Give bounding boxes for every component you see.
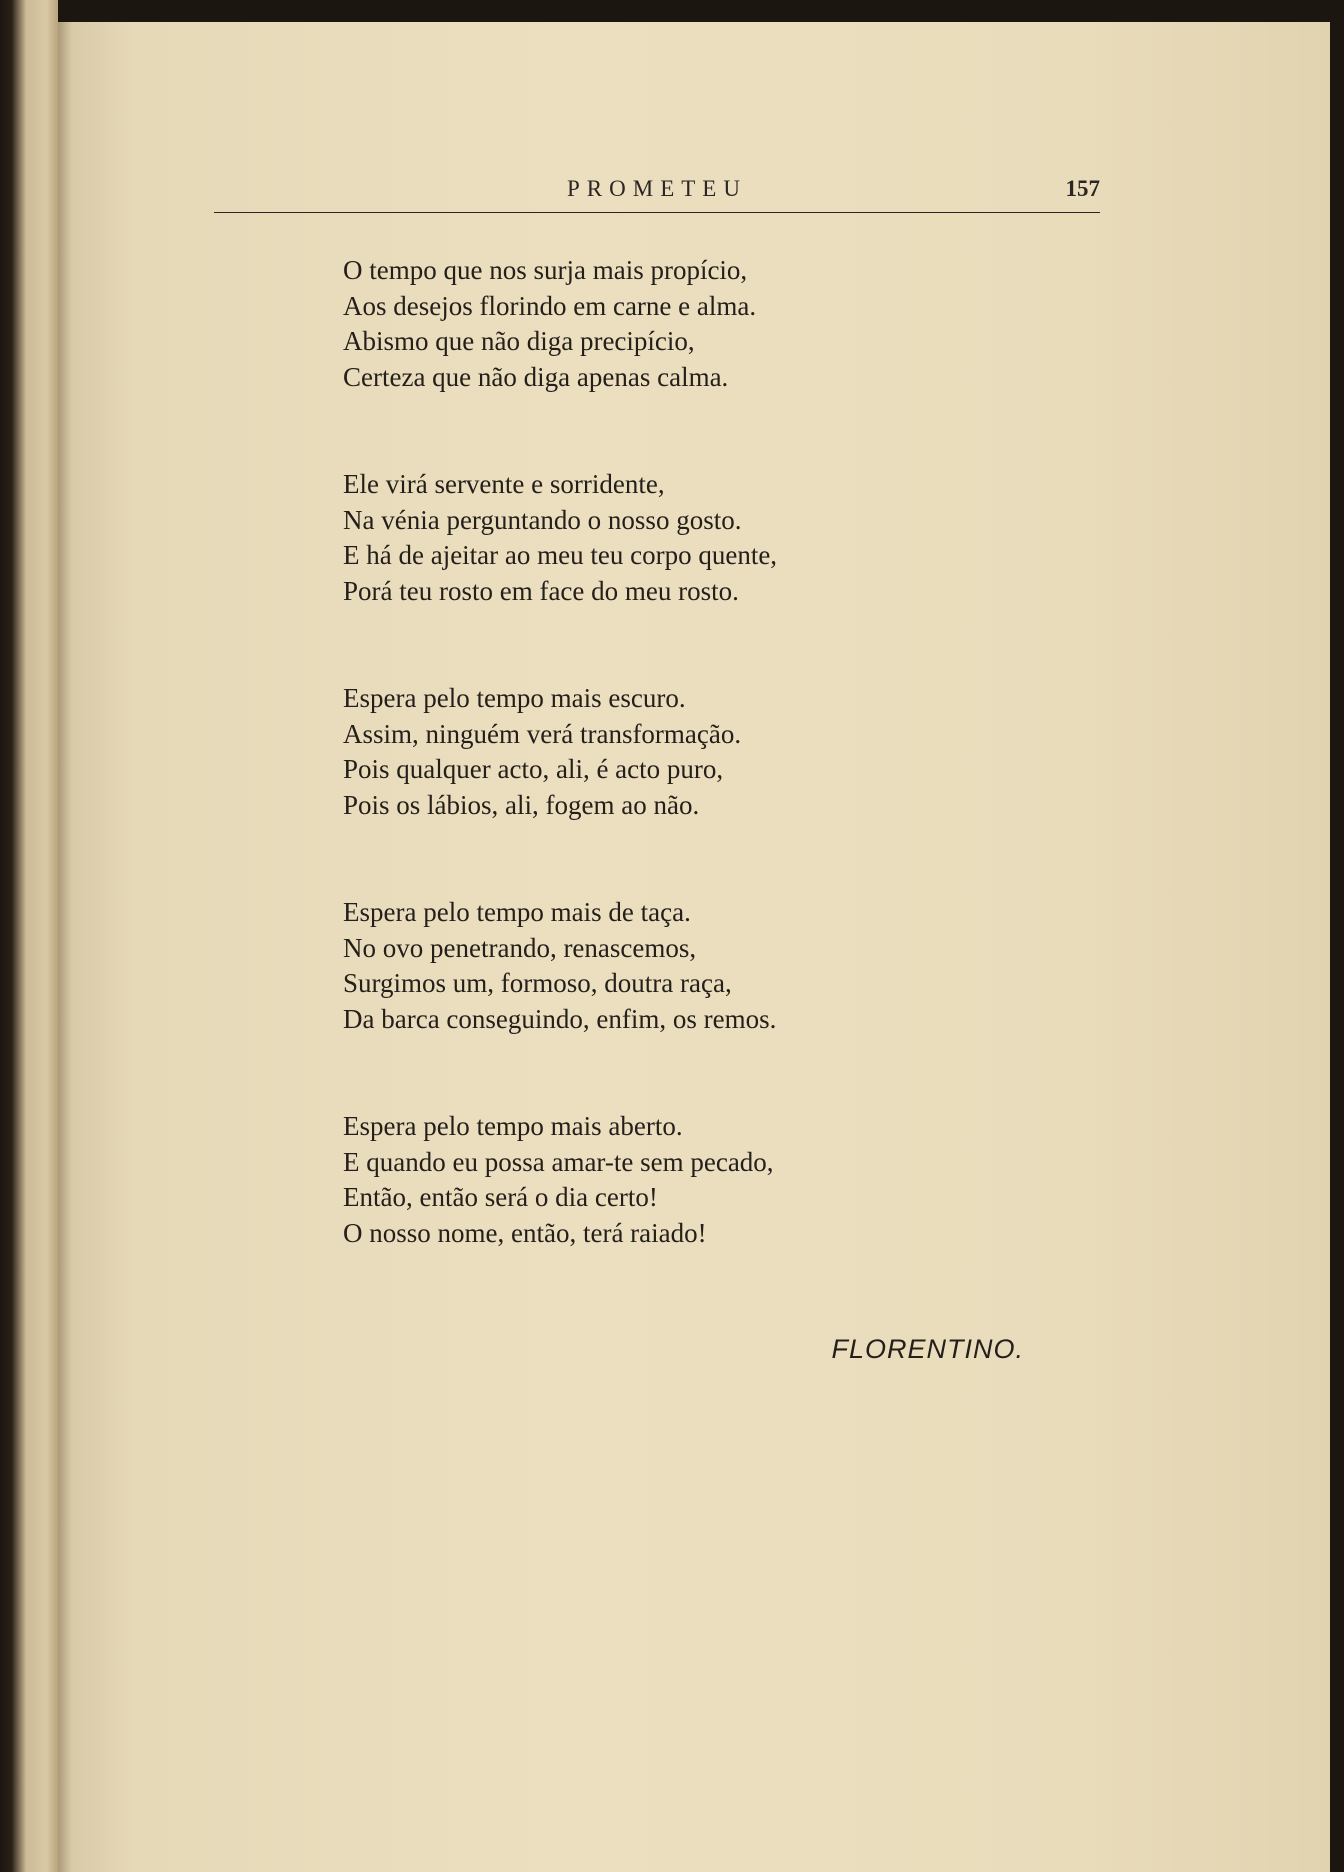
verse-line: Certeza que não diga apenas calma.: [343, 361, 729, 392]
running-title: PROMETEU: [567, 176, 747, 201]
stanza: [343, 467, 983, 609]
verse-line: O nosso nome, então, terá raiado!: [343, 1217, 707, 1248]
verse-line: Pois qualquer acto, ali, é acto puro,: [343, 754, 724, 784]
book-spine-edge: [0, 0, 58, 1872]
verse-line: Porá teu rosto em face do meu rosto.: [343, 575, 739, 606]
verse-line: Assim, ninguém verá transformação.: [343, 718, 742, 749]
stanza: [343, 895, 983, 1037]
verse-line: Aos desejos florindo em carne e alma.: [343, 290, 757, 321]
verse-line: Então, então será o dia certo!: [343, 1182, 658, 1212]
verse-line: Espera pelo tempo mais de taça.: [343, 897, 691, 927]
verse-line: Da barca conseguindo, enfim, os remos.: [343, 1003, 777, 1034]
verse-line: Surgimos um, formoso, doutra raça,: [343, 968, 732, 998]
verse-line: Espera pelo tempo mais escuro.: [343, 683, 686, 713]
page-header: [214, 176, 1100, 213]
stanza: [343, 681, 983, 823]
stanza: [343, 253, 983, 395]
verse-line: O tempo que nos surja mais propício,: [343, 255, 748, 285]
poem: [343, 253, 983, 1323]
verse-line: Na vénia perguntando o nosso gosto.: [343, 504, 742, 535]
stanza: [343, 1109, 983, 1251]
verse-line: Ele virá servente e sorridente,: [343, 469, 665, 499]
verse-line: E quando eu possa amar-te sem pecado,: [343, 1146, 774, 1177]
author-signature: FLORENTINO.: [831, 1334, 1024, 1364]
verse-line: Espera pelo tempo mais aberto.: [343, 1111, 683, 1141]
verse-line: Abismo que não diga precipício,: [343, 326, 695, 356]
verse-line: Pois os lábios, ali, fogem ao não.: [343, 789, 700, 820]
verse-line: No ovo penetrando, renascemos,: [343, 932, 697, 963]
verse-line: E há de ajeitar ao meu teu corpo quente,: [343, 540, 778, 570]
page-number: 157: [1065, 176, 1100, 201]
gutter-shadow: [58, 22, 72, 1872]
